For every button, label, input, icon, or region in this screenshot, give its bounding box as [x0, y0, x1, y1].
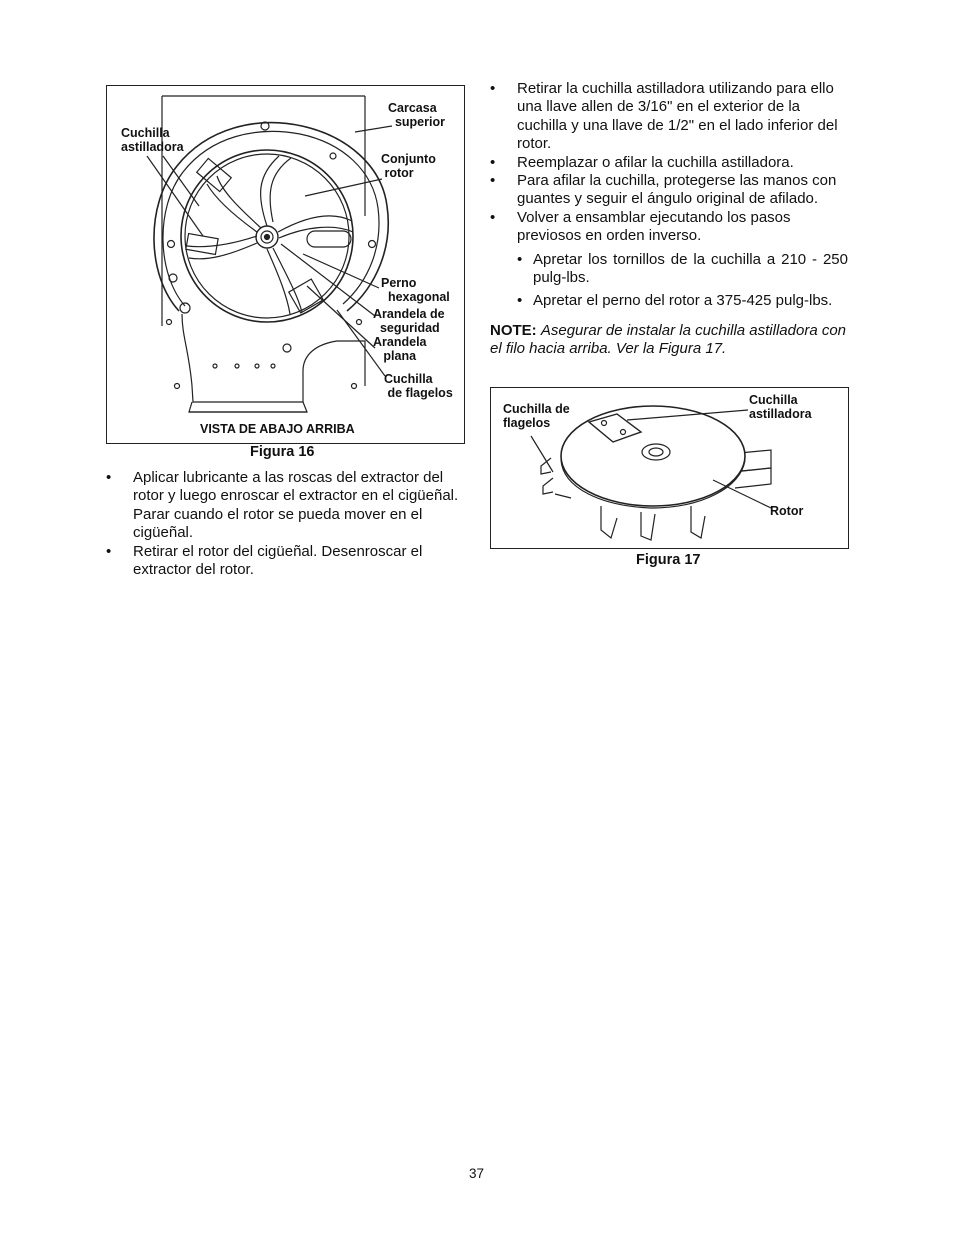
- list-item: • Retirar la cuchilla astilladora utilizando para ello una llave allen de 3/16" en el exterior de la cuchilla y una llave de 1/2" en el lado inferior del rotor.: [490, 80, 848, 154]
- figure-16-caption: Figura 16: [250, 444, 315, 460]
- sub-list-item: • Apretar los tornillos de la cuchilla a 210 - 250 pulg-lbs.: [517, 251, 848, 288]
- list-item: • Aplicar lubricante a las roscas del extractor del rotor y luego enroscar el extractor en el cigüeñal. Parar cuando el rotor se pueda mover en el cigüeñal.: [106, 469, 463, 543]
- list-item: [490, 209, 848, 311]
- left-bullet-list: [106, 469, 463, 579]
- figure-16-label-conjunto-rotor: Conjunto rotor: [381, 152, 436, 180]
- figure-16-label-carcasa: Carcasa superior: [388, 101, 445, 129]
- figure-17-caption: Figura 17: [636, 552, 701, 568]
- note-paragraph: [490, 322, 850, 359]
- sub-bullet-list: [517, 251, 848, 311]
- figure-17: [490, 387, 849, 549]
- sub-list-item: • Apretar el perno del rotor a 375-425 pulg-lbs.: [517, 292, 848, 310]
- list-item: • Reemplazar o afilar la cuchilla astilladora.: [490, 154, 848, 172]
- figure-17-label-cuchilla-flagelos: Cuchilla de flagelos: [503, 402, 570, 430]
- note-text: Asegurar de instalar la cuchilla astilladora con el filo hacia arriba. Ver la Figura 17.: [490, 322, 847, 358]
- figure-16-label-arandela-plana: Arandela plana: [373, 335, 427, 363]
- page-number: 37: [469, 1166, 485, 1181]
- list-item: • Para afilar la cuchilla, protegerse las manos con guantes y seguir el ángulo original de afilado.: [490, 172, 848, 209]
- figure-16-label-perno: Perno hexagonal: [381, 276, 450, 304]
- list-item-text: Volver a ensamblar ejecutando los pasos previosos en orden inverso.: [517, 208, 791, 245]
- list-item: • Retirar el rotor del cigüeñal. Desenroscar el extractor del rotor.: [106, 543, 463, 580]
- figure-17-label-cuchilla-astilladora: Cuchilla astilladora: [749, 393, 812, 421]
- figure-16-label-arandela-seguridad: Arandela de seguridad: [373, 307, 445, 335]
- figure-16-label-cuchilla-astilladora: Cuchilla astilladora: [121, 126, 184, 154]
- right-bullet-list: [490, 80, 848, 311]
- figure-17-label-rotor: Rotor: [770, 504, 804, 518]
- figure-16-view-label: VISTA DE ABAJO ARRIBA: [200, 422, 355, 436]
- note-label: NOTE:: [490, 322, 537, 339]
- figure-16-label-cuchilla-flagelos: Cuchilla de flagelos: [384, 372, 453, 400]
- figure-16: [106, 85, 465, 444]
